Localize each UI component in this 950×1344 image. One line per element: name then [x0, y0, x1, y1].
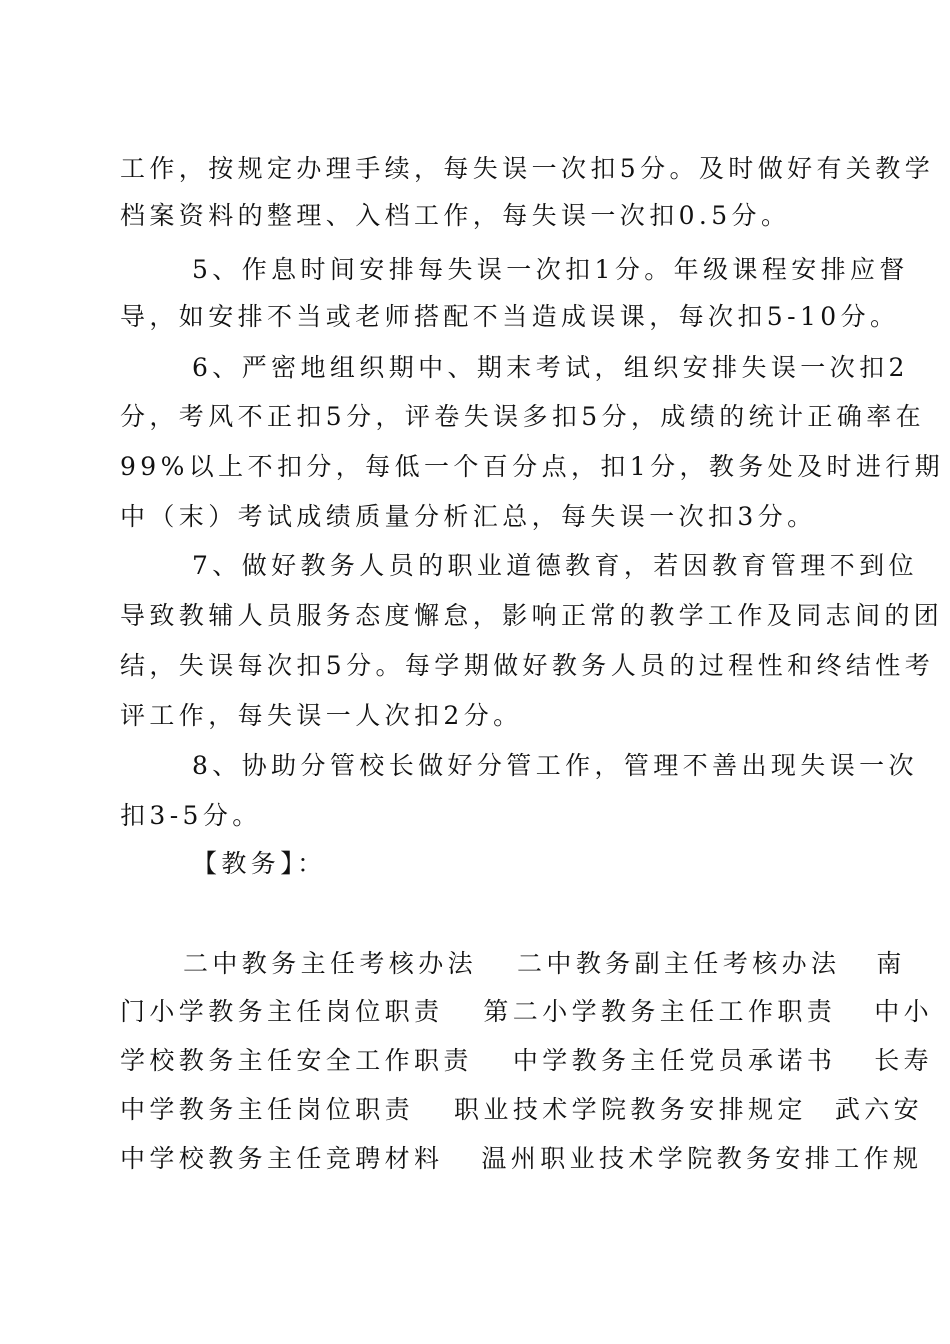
section-heading: 【教务】：	[192, 849, 327, 878]
paragraph-4-line-1: 工作，按规定办理手续，每失误一次扣5分。及时做好有关教学	[120, 154, 935, 183]
paragraph-7-line-4: 评工作，每失误一人次扣2分。	[120, 701, 523, 730]
paragraph-5-line-1: 5、作息时间安排每失误一次扣1分。年级课程安排应督	[192, 255, 909, 284]
related-link[interactable]: 中学教务主任岗位职责	[120, 1095, 415, 1124]
related-links-row-2	[120, 995, 934, 1029]
related-link[interactable]: 中小	[874, 997, 934, 1026]
related-links-row-4	[120, 1093, 924, 1127]
related-link[interactable]: 第二小学教务主任工作职责	[483, 997, 837, 1026]
related-link[interactable]: 二中教务主任考核办法	[183, 949, 478, 978]
paragraph-5-line-2: 导，如安排不当或老师搭配不当造成误课，每次扣5-10分。	[120, 302, 900, 331]
related-link[interactable]: 武六安	[834, 1095, 924, 1124]
paragraph-4-line-2: 档案资料的整理、入档工作，每失误一次扣0.5分。	[120, 201, 791, 230]
related-link[interactable]: 长寿	[874, 1046, 934, 1075]
related-link[interactable]: 南	[876, 949, 906, 978]
paragraph-8-line-1: 8、协助分管校长做好分管工作，管理不善出现失误一次	[192, 751, 918, 780]
related-links-row-3	[120, 1044, 934, 1078]
paragraph-6-line-4: 中（末）考试成绩质量分析汇总，每失误一次扣3分。	[120, 502, 817, 531]
related-link[interactable]: 中学校教务主任竞聘材料	[120, 1144, 444, 1173]
related-link[interactable]: 学校教务主任安全工作职责	[120, 1046, 473, 1075]
related-link[interactable]: 温州职业技术学院教务安排工作规	[481, 1144, 923, 1173]
paragraph-7-line-1: 7、做好教务人员的职业道德教育，若因教育管理不到位	[192, 551, 918, 580]
paragraph-7-line-3: 结，失误每次扣5分。每学期做好教务人员的过程性和终结性考	[120, 651, 935, 680]
paragraph-6-line-2: 分，考风不正扣5分，评卷失误多扣5分，成绩的统计正确率在	[120, 402, 926, 431]
related-link[interactable]: 二中教务副主任考核办法	[517, 949, 841, 978]
paragraph-8-line-2: 扣3-5分。	[120, 801, 262, 830]
related-links-row-5	[120, 1142, 923, 1176]
paragraph-7-line-2: 导致教辅人员服务态度懈怠，影响正常的教学工作及同志间的团	[120, 601, 944, 630]
paragraph-6-line-1: 6、严密地组织期中、期末考试，组织安排失误一次扣2	[192, 353, 909, 382]
related-link[interactable]: 职业技术学院教务安排规定	[454, 1095, 807, 1124]
related-link[interactable]: 中学教务主任党员承诺书	[512, 1046, 837, 1075]
related-link[interactable]: 门小学教务主任岗位职责	[120, 997, 444, 1026]
paragraph-6-line-3: 99%以上不扣分，每低一个百分点，扣1分，教务处及时进行期	[120, 452, 945, 481]
related-links-row-1	[183, 947, 906, 981]
